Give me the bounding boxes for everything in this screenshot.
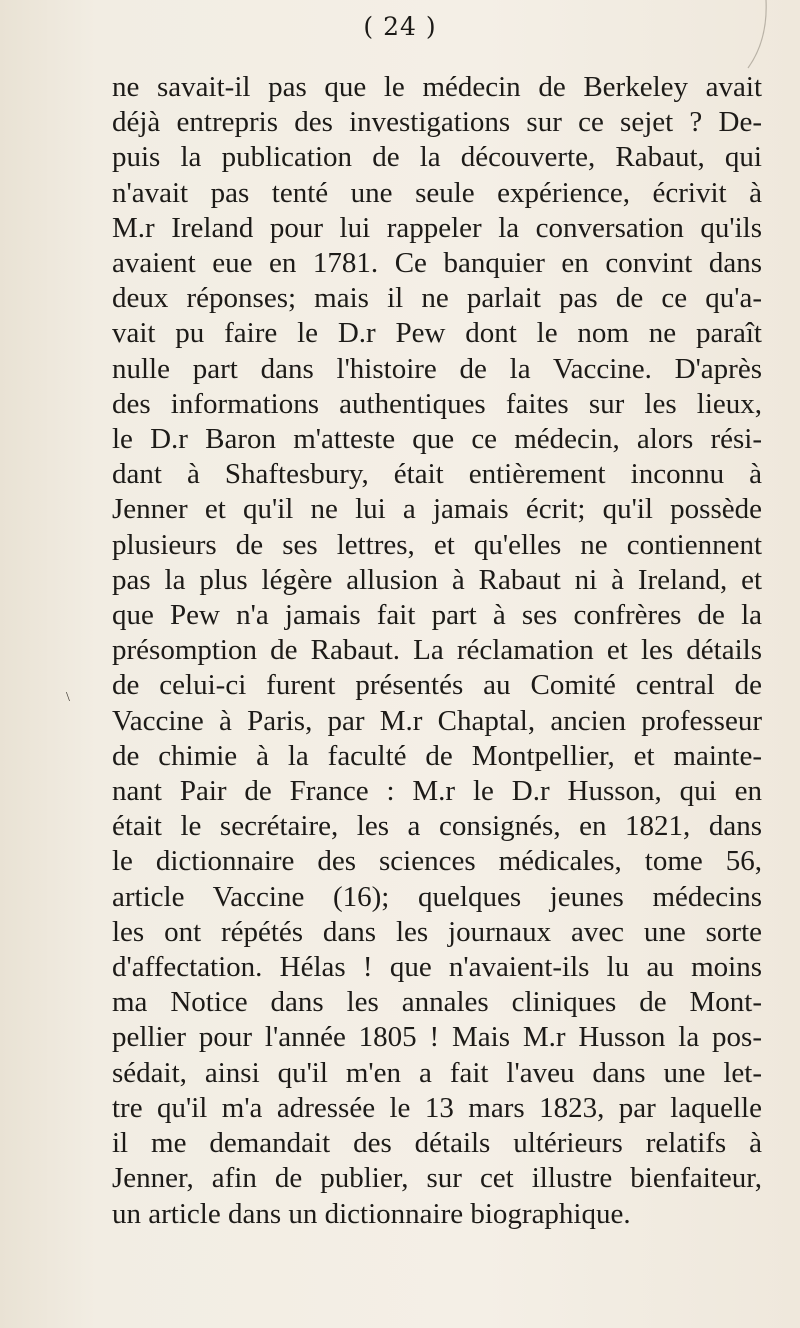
- text-line: sédait, ainsi qu'il m'en a fait l'aveu dans une let-: [112, 1056, 762, 1089]
- body-text: [112, 70, 762, 1232]
- text-line: que Pew n'a jamais fait part à ses confrères de la: [112, 599, 762, 632]
- text-line: déjà entrepris des investigations sur ce sejet ? De-: [112, 106, 762, 139]
- text-line: des informations authentiques faites sur les lieux,: [112, 387, 762, 420]
- text-line: le D.r Baron m'atteste que ce médecin, alors rési-: [112, 423, 762, 456]
- text-line: tre qu'il m'a adressée le 13 mars 1823, par laquelle: [112, 1091, 762, 1124]
- page-number: ( 24 ): [363, 12, 437, 41]
- text-line: était le secrétaire, les a consignés, en 1821, dans: [112, 810, 762, 843]
- text-line: présomption de Rabaut. La réclamation et les détails: [112, 634, 762, 667]
- text-line: Jenner, afin de publier, sur cet illustre bienfaiteur,: [112, 1162, 762, 1195]
- text-line: pellier pour l'année 1805 ! Mais M.r Husson la pos-: [112, 1021, 762, 1054]
- text-line: d'affectation. Hélas ! que n'avaient-ils lu au moins: [112, 951, 762, 984]
- text-line: il me demandait des détails ultérieurs relatifs à: [112, 1127, 762, 1160]
- text-line: de chimie à la faculté de Montpellier, et mainte-: [112, 739, 762, 772]
- text-line: deux réponses; mais il ne parlait pas de ce qu'a-: [112, 282, 762, 315]
- text-line: nant Pair de France : M.r le D.r Husson, qui en: [112, 775, 762, 808]
- text-line: puis la publication de la découverte, Rabaut, qui: [112, 141, 762, 174]
- text-line: plusieurs de ses lettres, et qu'elles ne contiennent: [112, 528, 762, 561]
- text-line: Vaccine à Paris, par M.r Chaptal, ancien professeur: [112, 704, 762, 737]
- text-line: le dictionnaire des sciences médicales, tome 56,: [112, 845, 762, 878]
- text-line: les ont répétés dans les journaux avec une sorte: [112, 915, 762, 948]
- text-line: nulle part dans l'histoire de la Vaccine. D'après: [112, 352, 762, 385]
- text-line: pas la plus légère allusion à Rabaut ni à Ireland, et: [112, 563, 762, 596]
- text-line: avaient eue en 1781. Ce banquier en convint dans: [112, 247, 762, 280]
- text-line: article Vaccine (16); quelques jeunes médecins: [112, 880, 762, 913]
- text-line: ne savait-il pas que le médecin de Berkeley avait: [112, 71, 762, 103]
- text-line: un article dans un dictionnaire biographique.: [112, 1197, 631, 1230]
- text-line: vait pu faire le D.r Pew dont le nom ne paraît: [112, 317, 762, 350]
- text-line: Jenner et qu'il ne lui a jamais écrit; qu'il possède: [112, 493, 762, 526]
- text-line: ma Notice dans les annales cliniques de Mont-: [112, 986, 762, 1019]
- text-line: M.r Ireland pour lui rappeler la conversation qu'ils: [112, 211, 762, 244]
- margin-mark: \: [66, 690, 70, 705]
- text-line: de celui-ci furent présentés au Comité central de: [112, 669, 762, 702]
- text-line: dant à Shaftesbury, était entièrement inconnu à: [112, 458, 762, 491]
- text-line: n'avait pas tenté une seule expérience, écrivit à: [112, 176, 762, 209]
